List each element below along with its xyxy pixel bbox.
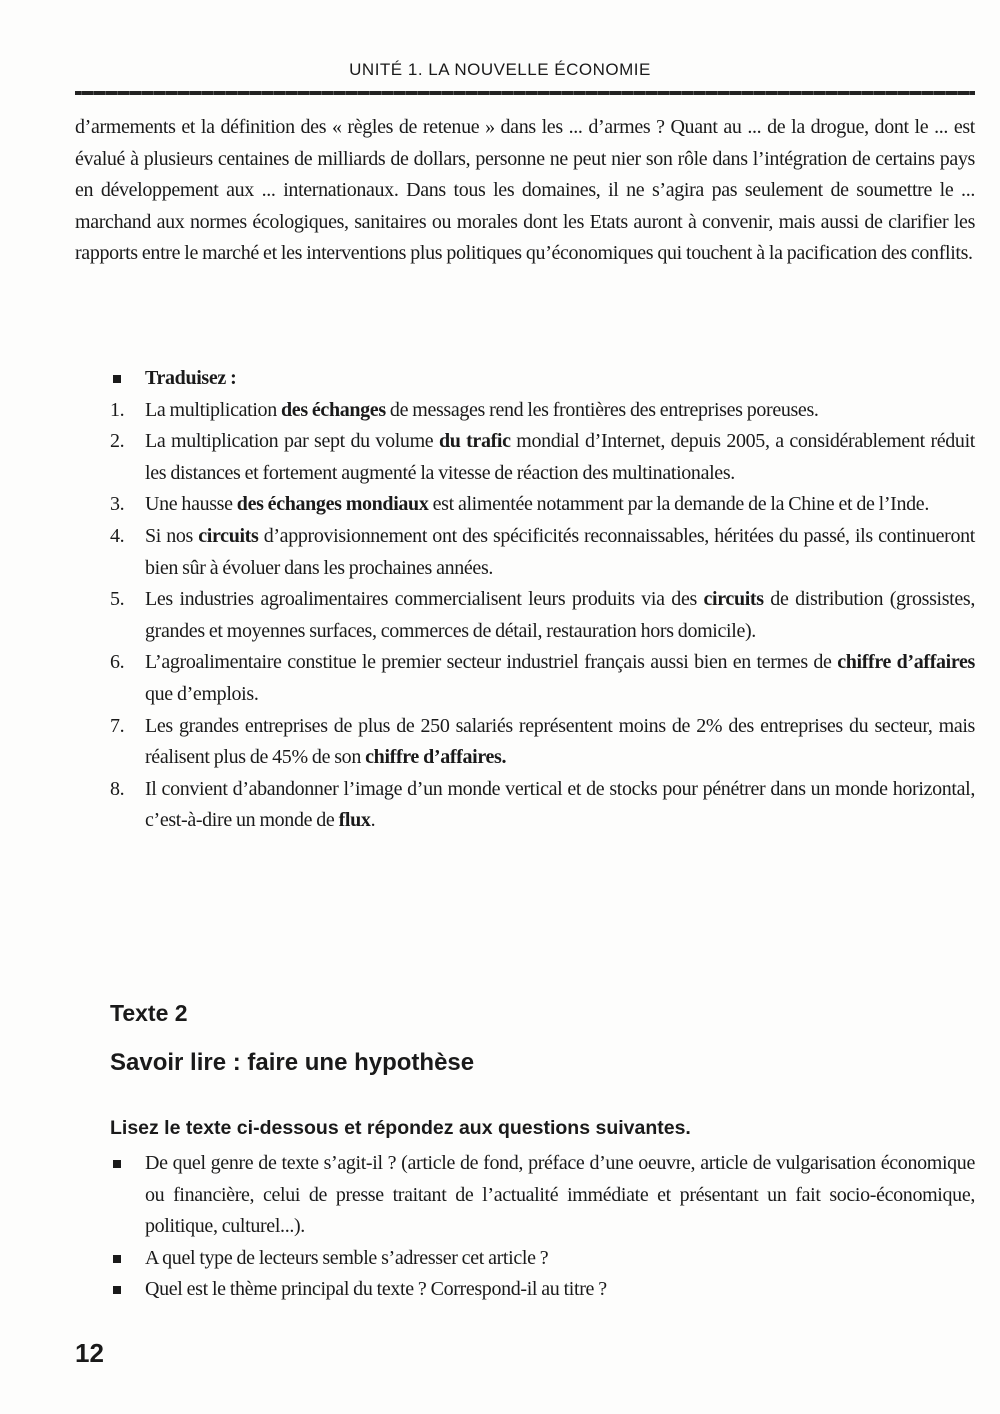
item-text: La multiplication par sept du volume <box>145 430 439 453</box>
question-text: De quel genre de texte s’agit-il ? (article de fond, préface d’une oeuvre, article de vulgarisation économique ou financière, celui de presse traitant de l’actualité immédiate et présentant un fait socio-économique, politique, culturel...). <box>145 1152 975 1238</box>
item-text: L’agroalimentaire constitue le premier secteur industriel français aussi bien en termes de <box>145 651 838 674</box>
translate-label: Traduisez : <box>145 367 237 389</box>
running-header: UNITÉ 1. LA NOUVELLE ÉCONOMIE <box>349 60 651 79</box>
header-rule <box>75 91 975 95</box>
question-item <box>75 1274 975 1306</box>
item-text: de messages rend les frontières des entreprises poreuses. <box>385 398 819 421</box>
item-text: mondial d’Internet, depuis 2005, a considérablement réduit les distances et fortement augmenté la vitesse de réaction des multinationales. <box>145 430 975 484</box>
questions-list <box>75 1148 975 1306</box>
item-text: Il convient d’abandonner l’image d’un monde vertical et de stocks pour pénétrer dans un monde horizontal, c’est-à-dire un monde de <box>145 777 975 832</box>
translate-item <box>75 489 975 521</box>
bullet-square-icon <box>113 1160 121 1168</box>
translate-item <box>75 521 975 584</box>
translate-item <box>75 647 975 710</box>
item-number: 7. <box>110 714 125 737</box>
item-text: Une hausse <box>145 493 237 516</box>
translate-list <box>75 395 975 837</box>
question-item <box>75 1243 975 1275</box>
question-item <box>75 1148 975 1243</box>
bullet-square-icon <box>113 375 121 383</box>
translate-item <box>75 584 975 647</box>
translate-item <box>75 711 975 774</box>
item-text: Si nos <box>145 524 199 547</box>
item-text: que d’emplois. <box>145 682 259 705</box>
item-number: 4. <box>110 524 125 547</box>
key-term: chiffre d’affaires <box>837 651 975 674</box>
item-text: La multiplication <box>145 398 282 421</box>
translate-item <box>75 395 975 427</box>
question-text: Quel est le thème principal du texte ? Correspond-il au titre ? <box>145 1278 607 1301</box>
key-term: chiffre d’affaires. <box>365 746 507 769</box>
bullet-square-icon <box>113 1286 121 1294</box>
item-number: 5. <box>110 588 125 611</box>
item-text: Les grandes entreprises de plus de 250 salariés représentent moins de 2% des entreprises du secteur, mais réalisent plus de 45% de son <box>145 714 975 769</box>
section-title: Texte 2 <box>110 1000 188 1026</box>
question-text: A quel type de lecteurs semble s’adresser cet article ? <box>145 1246 549 1269</box>
translate-item <box>75 774 975 837</box>
item-text: est alimentée notamment par la demande de la Chine et de l’Inde. <box>428 493 929 516</box>
intro-paragraph: d’armements et la définition des « règles de retenue » dans les ... d’armes ? Quant au ... de la drogue, dont le ... est évalué à plusieurs centaines de milliards de dollars, personne ne peut nier son rôle dans l’intégration de certains pays en développement aux ... internationaux. Dans tous les domaines, il ne s’agira pas seulement de soumettre le ... marchand aux normes écologiques, sanitaires ou morales dont les Etats auront à convenir, mais aussi de clarifier les rapports entre le marché et les interventions plus politiques qu’économiques qui touchent à la pacification des conflits. <box>75 116 975 265</box>
key-term: circuits <box>703 588 764 611</box>
item-number: 8. <box>110 777 125 800</box>
instruction: Lisez le texte ci-dessous et répondez aux questions suivantes. <box>110 1117 691 1139</box>
page-number: 12 <box>75 1338 104 1368</box>
bullet-square-icon <box>113 1255 121 1263</box>
translate-item <box>75 426 975 489</box>
section-subtitle: Savoir lire : faire une hypothèse <box>110 1049 475 1076</box>
key-term: des échanges mondiaux <box>236 493 429 516</box>
item-text: de distribution (grossistes, grandes et moyennes surfaces, commerces de détail, restauration hors domicile). <box>145 588 975 642</box>
translate-section <box>75 363 975 837</box>
item-number: 1. <box>110 398 125 421</box>
item-text: Les industries agroalimentaires commercialisent leurs produits via des <box>145 588 704 611</box>
key-term: flux <box>338 809 371 832</box>
key-term: du trafic <box>438 430 511 453</box>
key-term: des échanges <box>281 398 386 421</box>
item-number: 6. <box>110 651 125 674</box>
item-text: . <box>370 809 376 832</box>
key-term: circuits <box>198 524 259 547</box>
item-number: 2. <box>110 430 125 453</box>
translate-heading <box>75 363 975 395</box>
item-text: d’approvisionnement ont des spécificités reconnaissables, héritées du passé, ils continueront bien sûr à évoluer dans les prochaines années. <box>145 524 975 579</box>
item-number: 3. <box>110 493 125 516</box>
